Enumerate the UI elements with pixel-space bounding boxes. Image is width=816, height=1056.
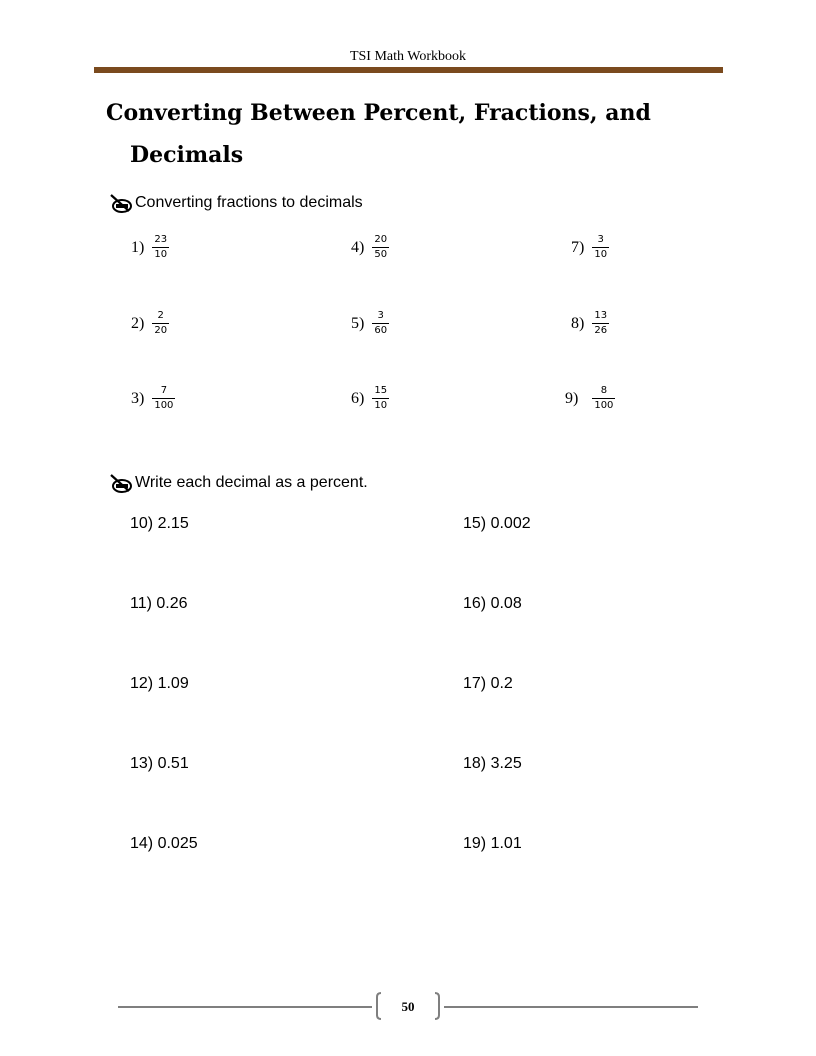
section-heading-percent [108, 472, 368, 494]
denominator: 60 [374, 325, 388, 336]
fraction-problem-1 [131, 234, 169, 261]
fraction-problem-3 [131, 385, 175, 412]
numerator: 3 [597, 234, 604, 245]
problem-number: 4) [351, 238, 365, 256]
numerator: 15 [374, 385, 388, 396]
problem-number: 1) [131, 238, 145, 256]
section-heading-label: Write each decimal as a percent. [135, 474, 368, 491]
section-heading-label: Converting fractions to decimals [135, 194, 363, 211]
footer-line-left [118, 1006, 372, 1008]
problem-number: 9) [565, 389, 579, 407]
decimal-problem-11: 11) 0.26 [130, 595, 188, 612]
problem-number: 8) [571, 314, 585, 332]
numerator: 7 [160, 385, 168, 396]
fraction-problem-5 [351, 310, 389, 337]
decimal-problem-10: 10) 2.15 [130, 515, 189, 532]
fraction [152, 385, 175, 412]
page-title-line1: Converting Between Percent, Fractions, and [106, 100, 651, 126]
decimal-problem-17: 17) 0.2 [463, 675, 513, 692]
fraction-problem-6 [351, 385, 389, 412]
header-rule [94, 67, 723, 73]
denominator: 20 [154, 325, 168, 336]
decimal-problem-15: 15) 0.002 [463, 515, 531, 532]
denominator: 10 [154, 249, 168, 260]
page-title-line2: Decimals [130, 142, 244, 168]
decimal-problem-13: 13) 0.51 [130, 755, 189, 772]
fraction [152, 310, 169, 337]
fraction [152, 234, 169, 261]
header-title: TSI Math Workbook [349, 49, 467, 64]
fraction [372, 310, 389, 337]
decimal-problem-18: 18) 3.25 [463, 755, 522, 772]
fraction [592, 385, 615, 412]
problem-number: 3) [131, 389, 145, 407]
numerator: 20 [374, 234, 388, 245]
page-number: 50 [401, 999, 415, 1014]
numerator: 23 [154, 234, 168, 245]
problem-number: 2) [131, 314, 145, 332]
problem-number: 7) [571, 238, 585, 256]
numerator: 13 [594, 310, 608, 321]
denominator: 100 [594, 400, 614, 411]
denominator: 10 [594, 249, 608, 260]
denominator: 50 [374, 249, 388, 260]
denominator: 10 [374, 400, 388, 411]
numerator: 3 [377, 310, 384, 321]
denominator: 100 [154, 400, 174, 411]
fraction-problem-9 [565, 385, 615, 412]
fraction [372, 385, 389, 412]
footer-line-right [444, 1006, 698, 1008]
fraction-problem-7 [571, 234, 609, 261]
problem-number: 5) [351, 314, 365, 332]
decimal-problem-16: 16) 0.08 [463, 595, 522, 612]
page-title [106, 92, 746, 176]
pencil-icon [108, 472, 134, 494]
fraction-problem-2 [131, 310, 169, 337]
fraction-problem-8 [571, 310, 609, 337]
pencil-icon [108, 192, 134, 214]
fraction [372, 234, 389, 261]
decimal-problem-19: 19) 1.01 [463, 835, 522, 852]
decimal-problem-14: 14) 0.025 [130, 835, 198, 852]
fraction-problem-4 [351, 234, 389, 261]
footer-bracket-left [376, 992, 382, 1020]
footer-bracket-right [434, 992, 440, 1020]
numerator: 2 [157, 310, 164, 321]
fraction [592, 310, 609, 337]
problem-number: 6) [351, 389, 365, 407]
denominator: 26 [594, 325, 608, 336]
decimal-problem-12: 12) 1.09 [130, 675, 189, 692]
fraction [592, 234, 609, 261]
numerator: 8 [600, 385, 608, 396]
section-heading-fractions [108, 192, 363, 214]
